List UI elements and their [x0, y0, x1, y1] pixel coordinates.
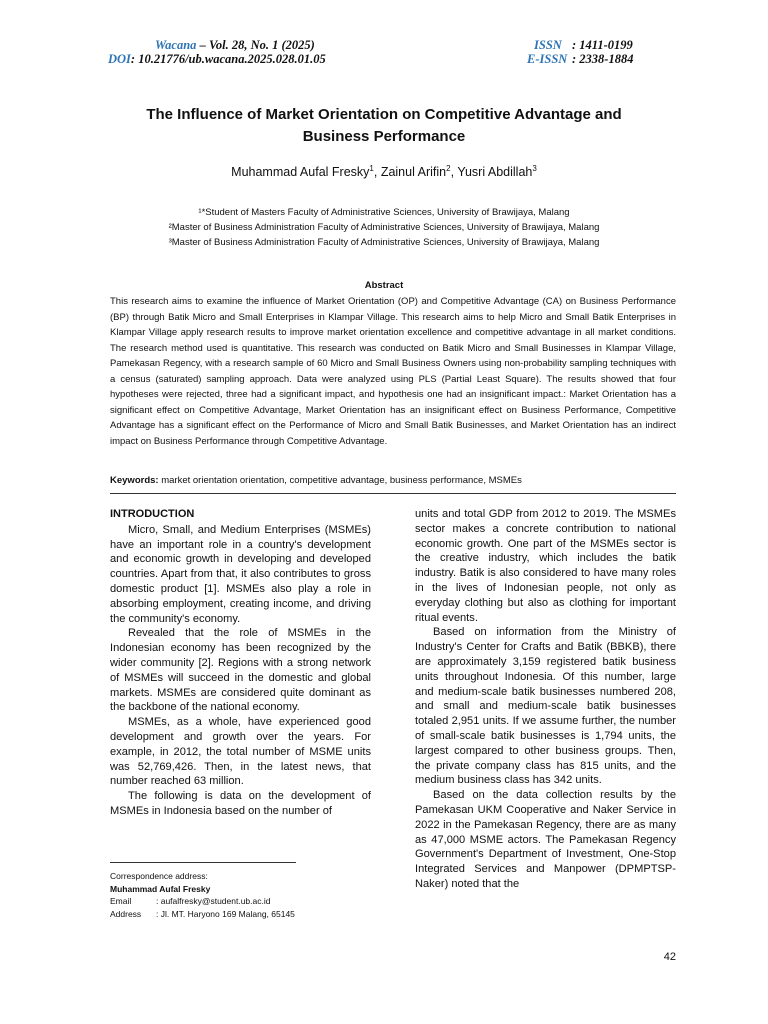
paragraph: Based on the data collection results by the Pamekasan UKM Cooperative and Naker Service in 2022 in the Pamekasan Regency, there are as many as 47,000 MSME actors. The Pamekasan Regency Government's Department of Investment, One-Stop Integrated Services and Manpower (DPMPTSP-Naker) noted that the — [415, 789, 676, 890]
eissn-line — [527, 52, 633, 67]
journal-name: Wacana — [155, 38, 197, 52]
paragraph: Based on information from the Ministry of Industry's Center for Crafts and Batik (BBKB), there are approximately 3,159 registered batik business units throughout Indonesia. Of this number, large and medium-scale batik businesses numbered 208, and small and medium-scale batik businesses totaled 2,951 units. If we assume further, the number of small-scale batik businesses is 1,794 units, the largest compared to other business groups. Then, the private company class has 815 units, and the medium business class has 342 units. — [415, 626, 676, 787]
eissn-value: : 2338-1884 — [572, 52, 634, 66]
footnote-address — [110, 908, 295, 921]
title-line-1: The Influence of Market Orientation on Competitive Advantage and — [146, 106, 622, 123]
affiliation-2: ²Master of Business Administration Faculty of Administrative Sciences, University of Brawijaya, Malang — [168, 222, 600, 233]
eissn-label: E-ISSN — [527, 52, 568, 66]
abstract-heading: Abstract — [364, 280, 404, 291]
paragraph: The following is data on the development of MSMEs in Indonesia based on the number of — [110, 790, 371, 817]
address-value: : Jl. MT. Haryono 169 Malang, 65145 — [156, 908, 295, 919]
author-sep: , — [373, 165, 381, 180]
author-name: Yusri Abdillah — [457, 165, 533, 180]
paragraph: units and total GDP from 2012 to 2019. The MSMEs sector makes a concrete contribution to national economic growth. One part of the MSMEs sector is the creative industry, which includes the batik industry. Batik is also considered to have many roles in the lives of Indonesian people, not only as everyday clothing but also as clothing for important ritual events. — [415, 508, 676, 624]
journal-citation — [155, 38, 315, 53]
keywords — [110, 475, 522, 486]
page-number: 42 — [663, 951, 676, 963]
author-name: Zainul Arifin — [380, 165, 447, 180]
issn-line — [534, 38, 633, 53]
section-divider — [110, 493, 676, 494]
author-sup: 3 — [532, 164, 537, 173]
author-sup: 1 — [369, 164, 374, 173]
author-sup: 2 — [446, 164, 451, 173]
doi-value: : 10.21776/ub.wacana.2025.028.01.05 — [130, 52, 326, 66]
author-name: Muhammad Aufal Fresky — [231, 165, 370, 180]
author-list — [0, 164, 768, 179]
keywords-list: market orientation orientation, competitive advantage, business performance, MSMEs — [158, 475, 522, 486]
doi-label: DOI — [108, 52, 131, 66]
paper-title — [100, 104, 668, 148]
correspondence-footnote — [110, 870, 295, 920]
section-heading-introduction: INTRODUCTION — [110, 508, 195, 520]
left-column — [110, 507, 371, 819]
keywords-label: Keywords: — [110, 475, 159, 486]
paragraph: MSMEs, as a whole, have experienced good development and growth over the years. For example, in 2012, the total number of MSME units was 52,769,426. Then, in the latest news, that number reached 63 million. — [110, 716, 371, 788]
right-column — [415, 507, 676, 892]
footnote-label: Correspondence address: — [110, 871, 208, 881]
paragraph: Revealed that the role of MSMEs in the Indonesian economy has been recognized by the wider community [2]. Regions with a strong network of MSMEs will succeed in the domestic and global markets. MSMEs are considered quite dominant as the backbone of the national economy. — [110, 627, 371, 714]
footnote-name: Muhammad Aufal Fresky — [110, 883, 211, 894]
issn-label: ISSN — [534, 38, 562, 52]
affiliation-1: ¹*Student of Masters Faculty of Administrative Sciences, University of Brawijaya, Malang — [198, 207, 570, 218]
address-label: Address — [110, 908, 142, 919]
email-label: Email — [110, 896, 132, 906]
doi-line — [108, 52, 326, 67]
paragraph: Micro, Small, and Medium Enterprises (MSMEs) have an important role in a country's development and economic growth in developing and developed countries. Apart from that, it also contributes to gross domestic product [1]. MSMEs also play a role in absorbing employment, creating income, and driving the community's economy. — [110, 523, 371, 625]
author-sep: , — [450, 165, 458, 180]
footnote-divider — [110, 862, 296, 863]
journal-volume: – Vol. 28, No. 1 (2025) — [196, 38, 315, 52]
abstract-text: This research aims to examine the influence of Market Orientation (OP) and Competitive Advantage (CA) on Business Performance (BP) through Batik Micro and Small Enterprises in Klampar Village. This research aims to help Micro and Small Batik Enterprises in Klampar Village apply research results to improve market orientation excellence and competitive advantage in all market conditions. The research method used is quantitative. This research was conducted on Batik Micro and Small Businesses in Klampar Village, Pamekasan Regency, with a research sample of 60 Micro and Small Business Owners using non-probability sampling techniques with a census (saturated) sampling approach. Data were analyzed using PLS (Partial Least Square). The results showed that four hypotheses were rejected, three had a significant impact, and hypothesis one had an insignificant impact.: Market Orientation has a significant effect on Competitive Advantage, Market Orientation has an insignificant effect on Business Performance, Competitive Advantage has a significant effect on the Performance of Micro and Small Batik Businesses, and Market Orientation has an indirect impact on Business Performance through Competitive Advantage. — [110, 296, 676, 447]
affiliation-3: ³Master of Business Administration Faculty of Administrative Sciences, University of Brawijaya, Malang — [168, 237, 600, 248]
email-value: : aufalfresky@student.ub.ac.id — [156, 896, 271, 906]
issn-value: : 1411-0199 — [572, 38, 633, 52]
footnote-email — [110, 895, 295, 908]
title-line-2: Business Performance — [302, 128, 466, 145]
